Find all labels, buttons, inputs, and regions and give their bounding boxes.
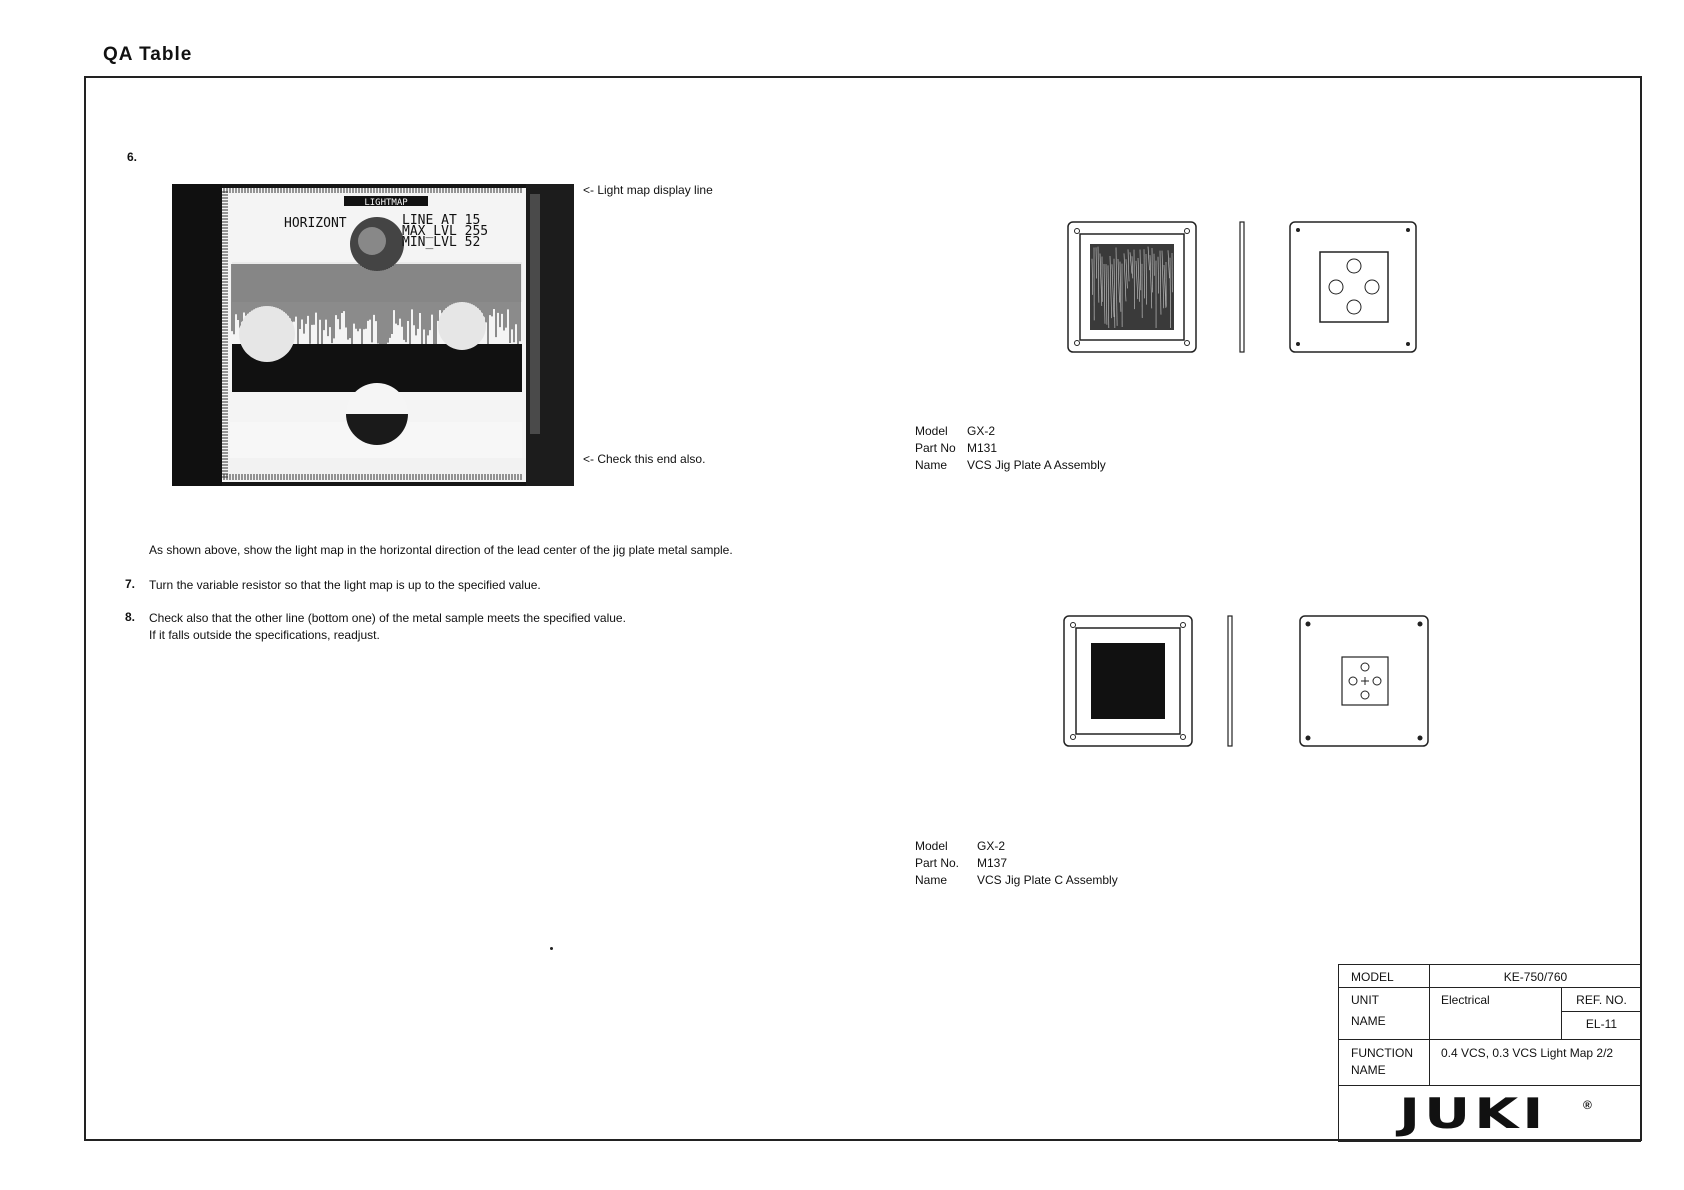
step-8-text-line-2: If it falls outside the specifications, readjust. (149, 628, 380, 642)
part-c-part-label: Part No. (915, 856, 960, 870)
light-map-screen-photo (172, 184, 574, 486)
screen-line-horizontal: HORIZONT (284, 216, 347, 231)
step-8-number: 8. (125, 610, 136, 624)
part-a-part-label: Part No (915, 441, 956, 455)
screen-min-level: MIN_LVL 52 (402, 235, 481, 250)
part-c-part-value: M137 (977, 856, 1008, 870)
title-block-function-value: 0.4 VCS, 0.3 VCS Light Map 2/2 (1441, 1046, 1614, 1060)
juki-logo: JUKI (1399, 1089, 1548, 1138)
title-block-function-name-label: NAME (1351, 1063, 1386, 1077)
step-7-number: 7. (125, 577, 136, 591)
step-7-text: Turn the variable resistor so that the light map is up to the specified value. (149, 578, 541, 592)
part-a-model-value: GX-2 (967, 424, 996, 438)
title-block-ref-value: EL-11 (1585, 1017, 1618, 1031)
part-a-info (915, 423, 1106, 474)
screen-line-at: LINE AT 15 (402, 213, 481, 228)
step-8-text-line-1: Check also that the other line (bottom one) of the metal sample meets the specified value. (149, 611, 626, 625)
part-a-model-label: Model (915, 424, 948, 438)
part-c-name-value: VCS Jig Plate C Assembly (977, 873, 1118, 887)
title-block-ref-label: REF. NO. (1576, 993, 1627, 1007)
jig-plate-a-drawing (1066, 218, 1426, 358)
screen-max-level: MAX_LVL 255 (402, 224, 489, 239)
annotation-light-map-display-line: <- Light map display line (583, 183, 713, 197)
title-block-function-label: FUNCTION (1351, 1046, 1413, 1060)
part-c-model-value: GX-2 (977, 839, 1006, 853)
jig-plate-c-drawing (1062, 612, 1442, 750)
part-a-name-label: Name (915, 458, 948, 472)
annotation-check-end: <- Check this end also. (583, 452, 706, 466)
part-a-part-value: M131 (967, 441, 998, 455)
part-c-info (915, 838, 1118, 889)
stray-dot (550, 947, 553, 950)
step-6-number: 6. (127, 150, 138, 164)
part-c-model-label: Model (915, 839, 948, 853)
title-block-unit-value: Electrical (1441, 993, 1490, 1007)
part-c-name-label: Name (915, 873, 948, 887)
registered-mark-icon: ® (1583, 1098, 1592, 1112)
page-title: QA Table (103, 44, 193, 65)
title-block-model-value: KE-750/760 (1503, 970, 1568, 984)
title-block-unit-name-label: NAME (1351, 1014, 1386, 1028)
title-block-unit-label: UNIT (1351, 993, 1379, 1007)
screen-header-text: LIGHTMAP (364, 198, 408, 208)
title-block (1338, 964, 1641, 1142)
part-a-name-value: VCS Jig Plate A Assembly (967, 458, 1106, 472)
light-map-screen-graphic (172, 184, 574, 486)
step-6-text: As shown above, show the light map in the horizontal direction of the lead center of the jig plate metal sample. (149, 543, 733, 557)
title-block-model-label: MODEL (1351, 970, 1394, 984)
